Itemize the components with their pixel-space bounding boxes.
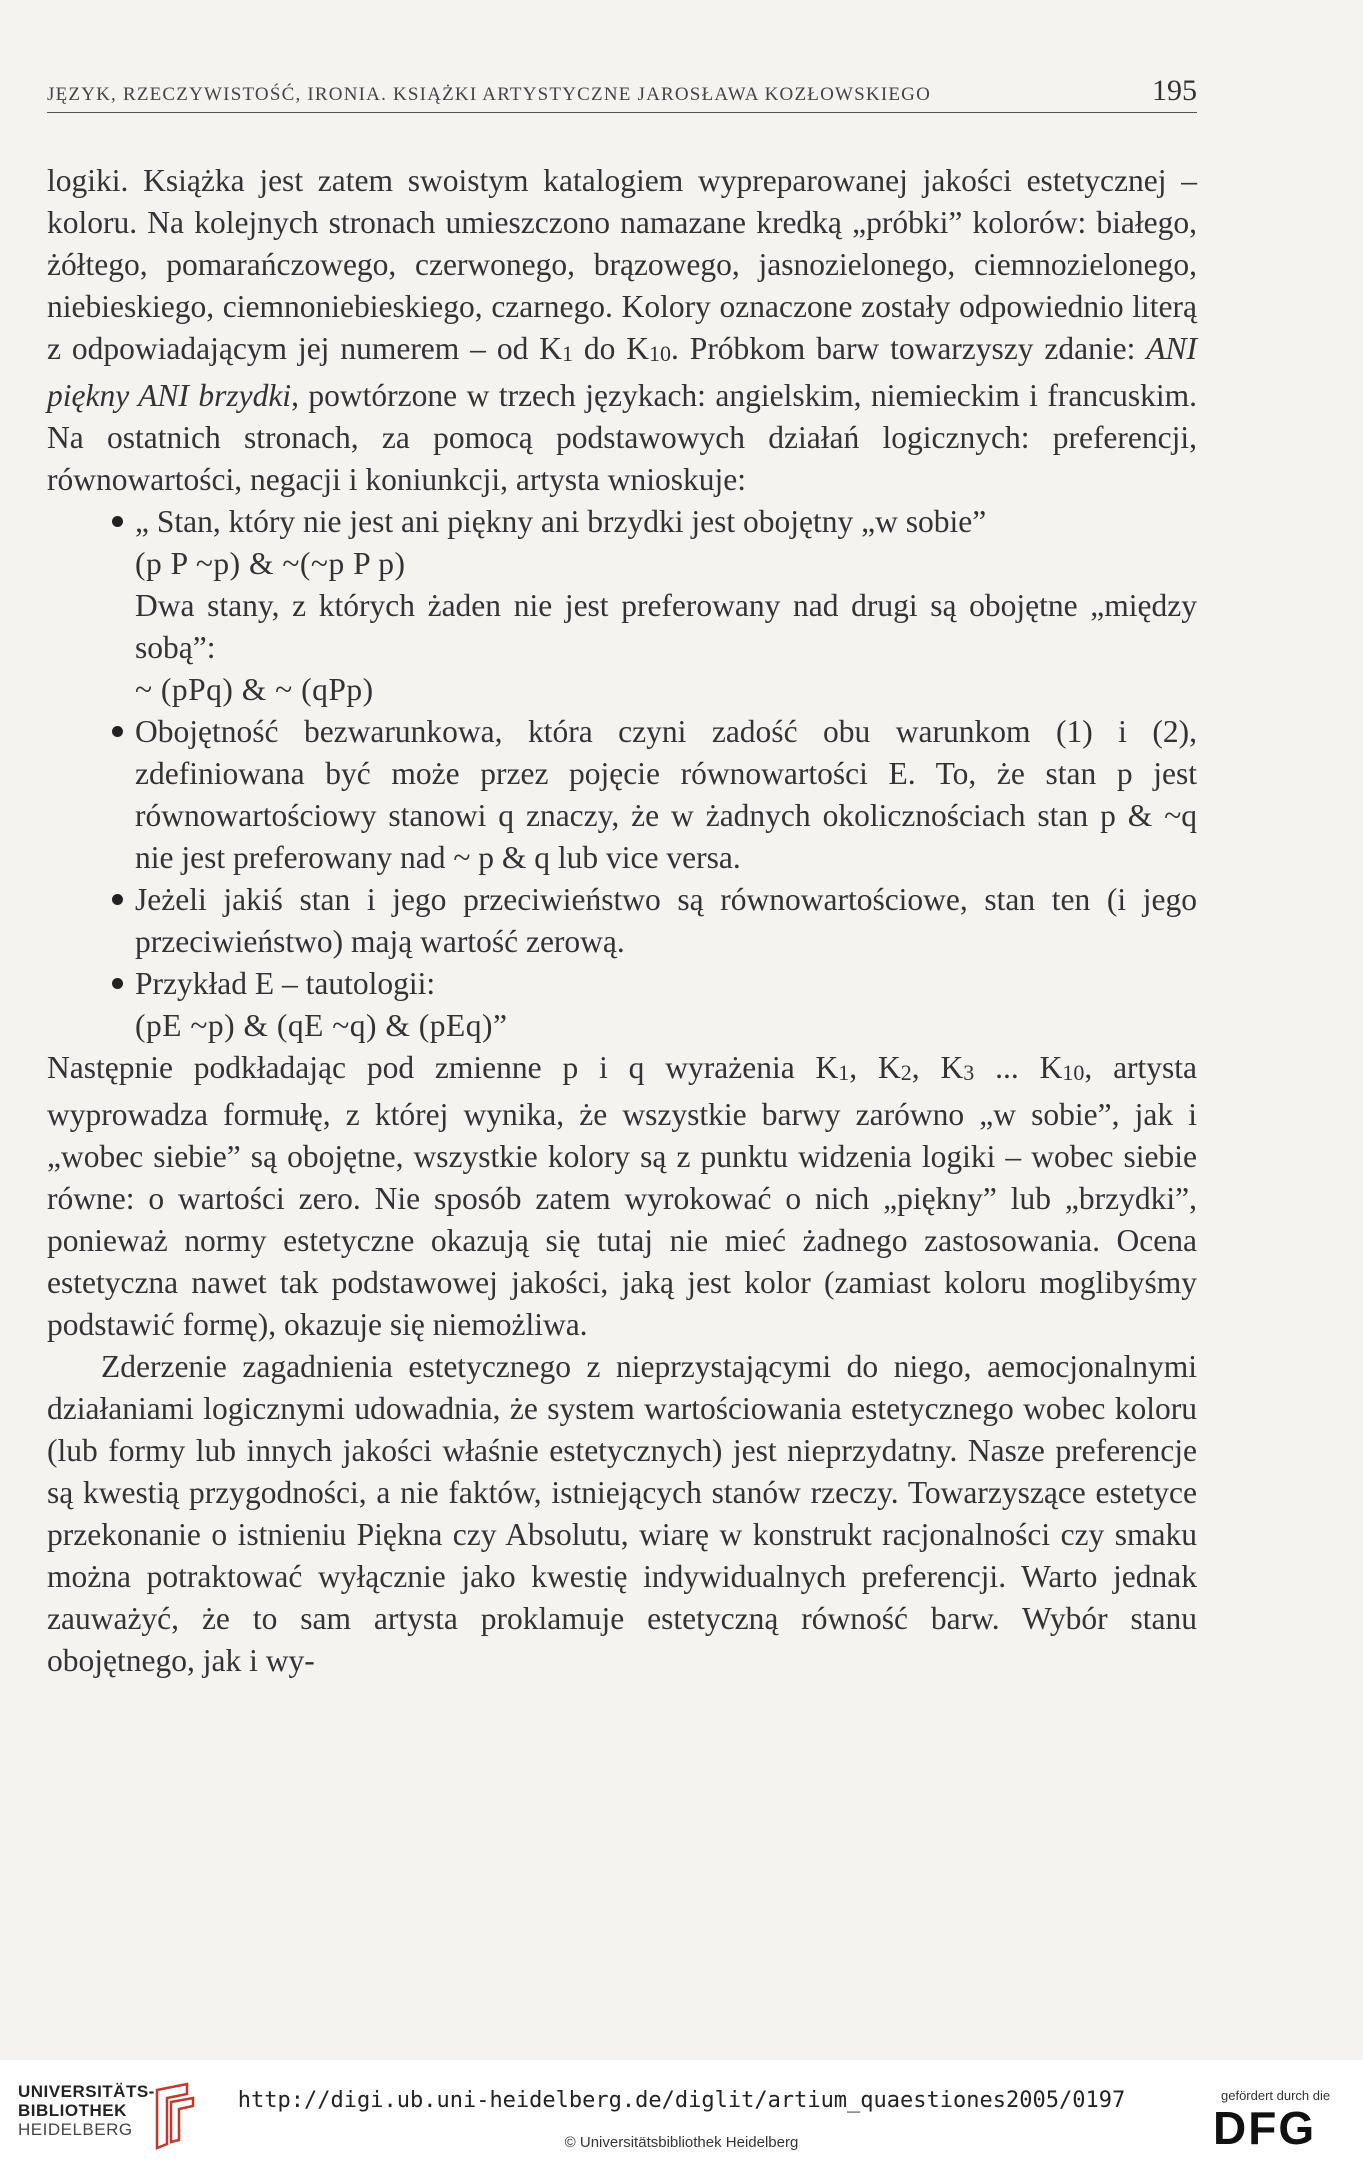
formula-3: (pE ~p) & (qE ~q) & (pEq)”: [135, 1008, 508, 1043]
subscript: 3: [963, 1060, 975, 1085]
source-url-link[interactable]: http://digi.ub.uni-heidelberg.de/diglit/artium_quaestiones2005/0197: [237, 2088, 1126, 2113]
bullet-1-line-1: „ Stan, który nie jest ani piękny ani brzydki jest obojętny „w sobie”: [135, 504, 987, 539]
paragraph-1-text-c: . Próbkom barw towarzyszy zdanie:: [671, 331, 1147, 366]
list-item: [47, 879, 1197, 963]
paragraph-3: Zderzenie zagadnienia estetycznego z nieprzystającymi do niego, aemocjonalnymi działaniami logicznymi udowadnia, że system wartościowania estetycznego wobec koloru (lub formy lub innych jakości właśnie estetycznych) jest nieprzydatny. Nasze preferencje są kwestią przygodności, a nie faktów, istniejących stanów rzeczy. Towarzyszące estetyce przekonanie o istnieniu Piękna czy Absolutu, wiarę w konstrukt racjonalności czy smaku można potraktować wyłącznie jako kwestię indywidualnych preferencji. Warto jednak zauważyć, że to sam artysta proklamuje estetyczną równość barw. Wybór stanu obojętnego, jak i wy-: [47, 1349, 1197, 1678]
dfg-logo-icon: DFG: [1213, 2102, 1317, 2154]
subscript: 1: [838, 1060, 850, 1085]
paragraph-1-text-d: , powtórzone w trzech językach: angielskim, niemieckim i francuskim. Na ostatnich stronach, za pomocą podstawowych działań logicznych: preferencji, równowartości, negacji i koniunkcji, artysta wnioskuje:: [47, 378, 1197, 497]
funding-label: gefördert durch die: [1221, 2088, 1331, 2103]
bullet-icon: [112, 894, 123, 905]
bullet-3-text: Jeżeli jakiś stan i jego przeciwieństwo są równowartościowe, stan ten (i jego przeciwieństwo) mają wartość zerową.: [135, 882, 1197, 959]
body-text: [47, 160, 1197, 1682]
formula-2: ~ (pPq) & ~ (qPp): [135, 672, 374, 707]
bullet-icon: [112, 978, 123, 989]
paragraph-1: [47, 160, 1197, 501]
library-name-line-2: BIBLIOTHEK: [18, 2101, 127, 2120]
paragraph-2: [47, 1047, 1197, 1346]
bullet-1-line-2: Dwa stany, z których żaden nie jest preferowany nad drugi są obojętne „między sobą”:: [135, 588, 1197, 665]
paragraph-2-text-c: , K: [911, 1050, 964, 1085]
page-number: 195: [1152, 74, 1197, 107]
bullet-4-line-1: Przykład E – tautologii:: [135, 966, 436, 1001]
list-item: [47, 501, 1197, 711]
subscript: 2: [900, 1060, 912, 1085]
italic-quote: ANI piękny ANI brzydki: [47, 331, 1198, 413]
paragraph-1-text-a: logiki. Książka jest zatem swoistym katalogiem wypreparowanej jakości estetycznej – koloru. Na kolejnych stronach umieszczono namazane kredką „próbki” kolorów: białego, żółtego, pomarańczowego, czerwonego, brązowego, jasnozielonego, ciemnozielonego, niebieskiego, ciemnoniebieskiego, czarnego. Kolory oznaczone zostały odpowiednio literą z odpowiadającym jej numerem – od K: [47, 163, 1197, 366]
subscript-1: 1: [561, 341, 573, 366]
list-item: [47, 711, 1197, 879]
digitization-footer: [0, 2060, 1363, 2176]
list-item: [47, 963, 1197, 1047]
paragraph-2-text-b: , K: [849, 1050, 901, 1085]
bullet-list: [47, 501, 1197, 1047]
bullet-icon: [112, 726, 123, 737]
paragraph-2-text-a: Następnie podkładając pod zmienne p i q wyrażenia K: [47, 1050, 839, 1085]
funding-logo: [1213, 2088, 1343, 2168]
running-title: JĘZYK, RZECZYWISTOŚĆ, IRONIA. KSIĄŻKI ARTYSTYCZNE JAROSŁAWA KOZŁOWSKIEGO: [47, 84, 932, 105]
subscript-10: 10: [649, 341, 672, 366]
bullet-2-text: Obojętność bezwarunkowa, która czyni zadość obu warunkom (1) i (2), zdefiniowana być może przez pojęcie równowartości E. To, że stan p jest równowartościowy stanowi q znaczy, że w żadnych okolicznościach stan p & ~q nie jest preferowany nad ~ p & q lub vice versa.: [135, 714, 1197, 875]
bullet-icon: [112, 516, 123, 527]
copyright-notice: © Universitätsbibliothek Heidelberg: [564, 2134, 799, 2151]
formula-1: (p P ~p) & ~(~p P p): [135, 546, 406, 581]
subscript: 10: [1062, 1060, 1085, 1085]
running-head: [47, 72, 1197, 113]
paragraph-1-text-b: do K: [572, 331, 650, 366]
paragraph-2-text-e: , artysta wyprowadza formułę, z której wynika, że wszystkie barwy zarówno „w sobie”, jak i „wobec siebie” są obojętne, wszystkie kolory są z punktu widzenia logiki – wobec siebie równe: o wartości zero. Nie sposób zatem wyrokować o nich „piękny” lub „brzydki”, ponieważ normy estetyczne okazują się tutaj nie mieć żadnego zastosowania. Ocena estetyczna nawet tak podstawowej jakości, jaką jest kolor (zamiast koloru moglibyśmy podstawić formę), okazuje się niemożliwa.: [47, 1050, 1198, 1342]
paragraph-2-text-d: ... K: [974, 1050, 1063, 1085]
library-name-line-1: UNIVERSITÄTS-: [18, 2082, 155, 2101]
library-name-line-3: HEIDELBERG: [18, 2120, 133, 2139]
